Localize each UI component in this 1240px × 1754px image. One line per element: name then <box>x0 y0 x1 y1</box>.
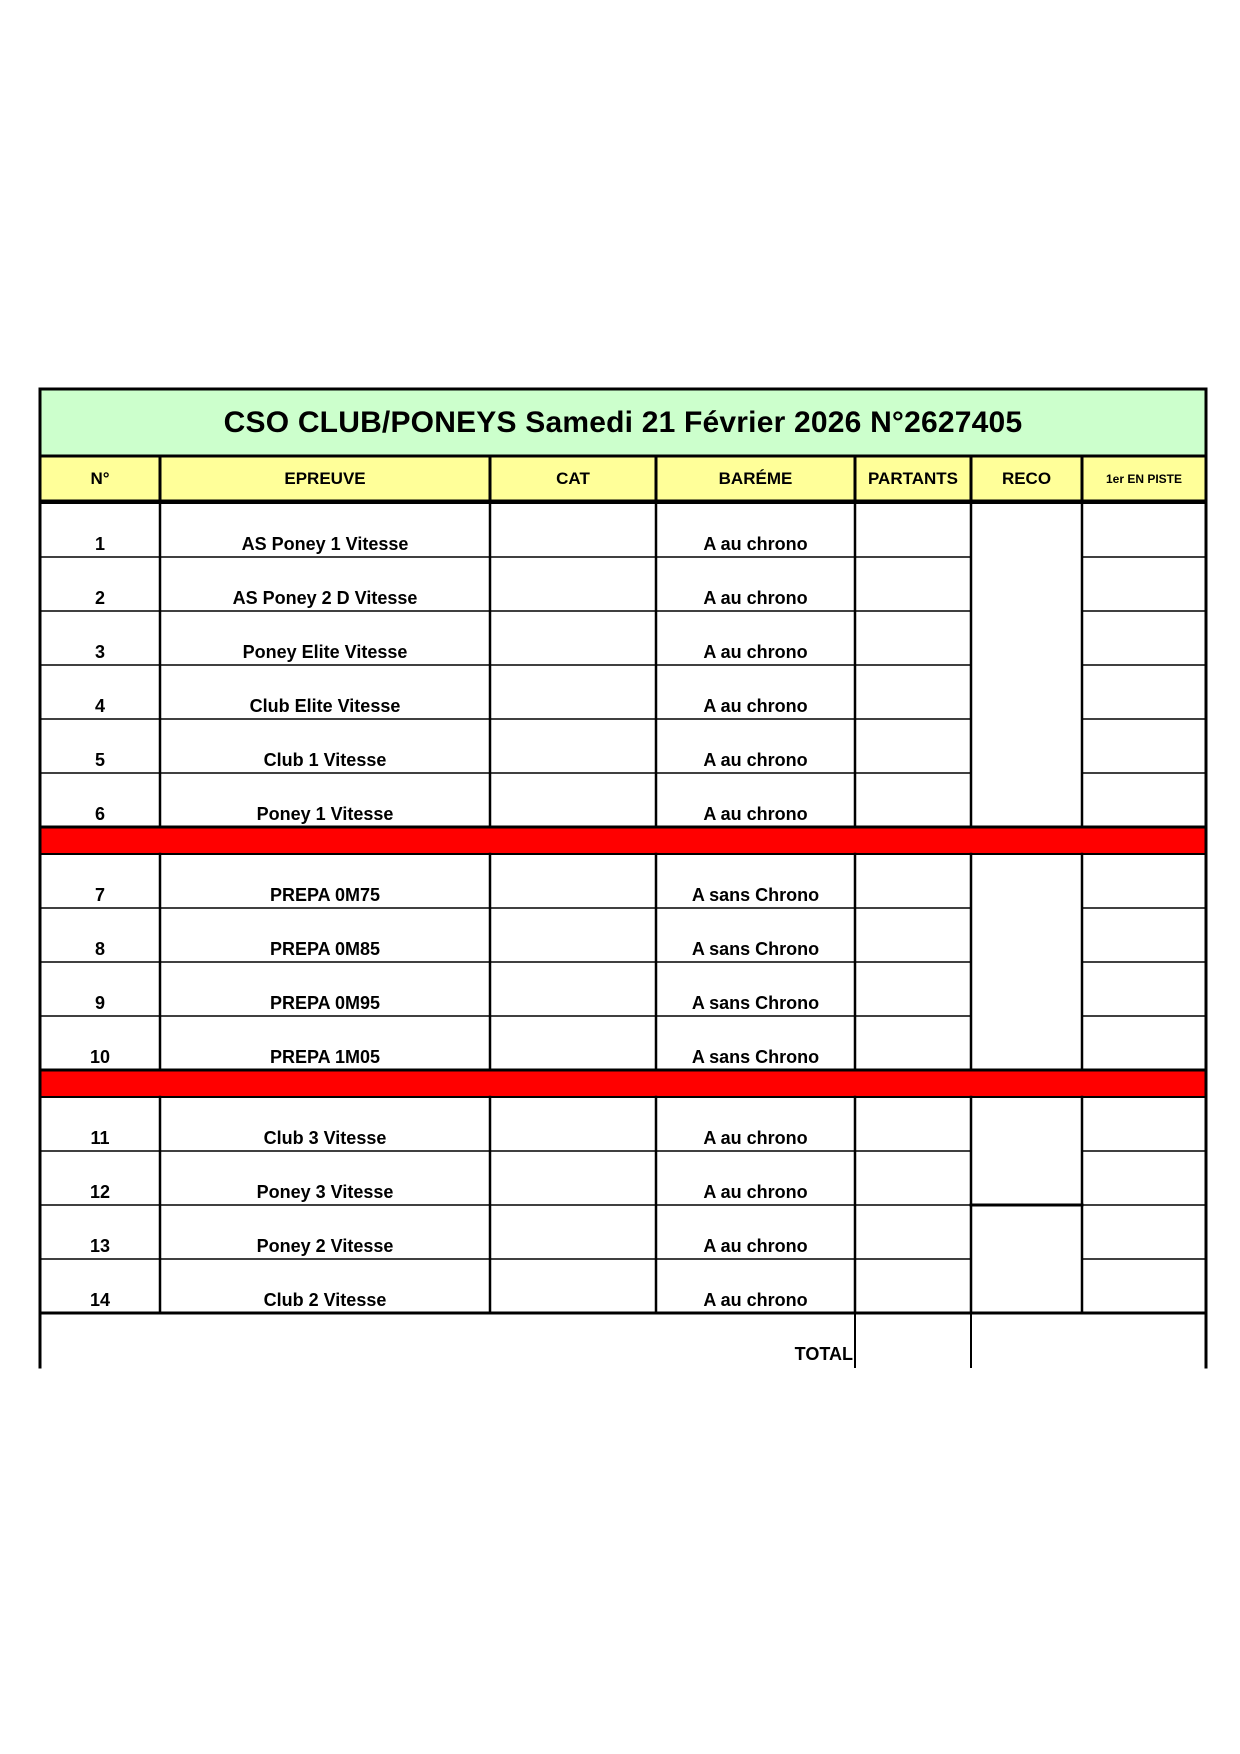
header-premier-en-piste: 1er EN PISTE <box>1105 471 1183 486</box>
row-partants <box>855 611 971 665</box>
row-cat <box>490 557 656 611</box>
row-premier-en-piste <box>1082 611 1206 665</box>
row-partants <box>855 665 971 719</box>
document-title: CSO CLUB/PONEYS Samedi 21 Février 2026 N°2627405 <box>223 405 1023 439</box>
row-bareme: A au chrono <box>703 1128 808 1148</box>
row-epreuve: PREPA 0M75 <box>269 885 381 905</box>
row-epreuve: AS Poney 1 Vitesse <box>241 534 409 554</box>
row-premier-en-piste <box>1082 854 1206 908</box>
row-cat <box>490 665 656 719</box>
row-bareme: A au chrono <box>703 750 808 770</box>
row-partants <box>855 503 971 557</box>
total-label: TOTAL <box>794 1344 853 1364</box>
row-bareme: A au chrono <box>703 1236 808 1256</box>
row-num: 12 <box>89 1182 111 1202</box>
row-premier-en-piste <box>1082 773 1206 827</box>
row-cat <box>490 1151 656 1205</box>
row-cat <box>490 1016 656 1070</box>
row-partants <box>855 854 971 908</box>
row-num: 6 <box>94 804 105 824</box>
row-epreuve: Club 3 Vitesse <box>263 1128 387 1148</box>
row-num: 8 <box>94 939 105 959</box>
row-epreuve: AS Poney 2 D Vitesse <box>232 588 418 608</box>
row-num: 7 <box>94 885 105 905</box>
row-cat <box>490 908 656 962</box>
row-cat <box>490 962 656 1016</box>
row-bareme: A sans Chrono <box>691 993 820 1013</box>
row-bareme: A au chrono <box>703 534 808 554</box>
row-num: 10 <box>89 1047 111 1067</box>
row-partants <box>855 1205 971 1259</box>
row-epreuve: PREPA 0M85 <box>269 939 381 959</box>
row-premier-en-piste <box>1082 1205 1206 1259</box>
row-epreuve: Club Elite Vitesse <box>249 696 401 716</box>
row-cat <box>490 719 656 773</box>
row-cat <box>490 854 656 908</box>
header-bareme: BARÉME <box>718 468 793 488</box>
row-epreuve: PREPA 1M05 <box>269 1047 381 1067</box>
row-bareme: A au chrono <box>703 804 808 824</box>
row-premier-en-piste <box>1082 1097 1206 1151</box>
row-partants <box>855 719 971 773</box>
row-bareme: A sans Chrono <box>691 939 820 959</box>
row-partants <box>855 1016 971 1070</box>
row-bareme: A au chrono <box>703 642 808 662</box>
header-num: N° <box>90 468 110 488</box>
row-cat <box>490 1205 656 1259</box>
row-partants <box>855 1097 971 1151</box>
row-cat <box>490 503 656 557</box>
row-partants <box>855 1151 971 1205</box>
row-epreuve: Poney 1 Vitesse <box>256 804 394 824</box>
row-partants <box>855 962 971 1016</box>
row-bareme: A au chrono <box>703 696 808 716</box>
row-num: 3 <box>94 642 105 662</box>
row-epreuve: PREPA 0M95 <box>269 993 381 1013</box>
row-premier-en-piste <box>1082 1259 1206 1313</box>
row-cat <box>490 1097 656 1151</box>
row-epreuve: Poney Elite Vitesse <box>242 642 408 662</box>
row-premier-en-piste <box>1082 908 1206 962</box>
row-num: 11 <box>90 1128 110 1148</box>
row-partants <box>855 557 971 611</box>
header-cat: CAT <box>556 468 590 488</box>
row-num: 1 <box>94 534 105 554</box>
row-epreuve: Club 2 Vitesse <box>263 1290 387 1310</box>
header-epreuve: EPREUVE <box>284 468 366 488</box>
row-premier-en-piste <box>1082 557 1206 611</box>
row-partants <box>855 908 971 962</box>
row-partants <box>855 1259 971 1313</box>
row-epreuve: Poney 2 Vitesse <box>256 1236 394 1256</box>
row-bareme: A sans Chrono <box>691 1047 820 1067</box>
row-num: 2 <box>94 588 105 608</box>
row-partants <box>855 773 971 827</box>
row-epreuve: Club 1 Vitesse <box>263 750 387 770</box>
row-num: 9 <box>94 993 105 1013</box>
row-num: 5 <box>94 750 105 770</box>
row-epreuve: Poney 3 Vitesse <box>256 1182 394 1202</box>
row-bareme: A sans Chrono <box>691 885 820 905</box>
row-premier-en-piste <box>1082 503 1206 557</box>
row-cat <box>490 773 656 827</box>
row-premier-en-piste <box>1082 665 1206 719</box>
header-partants: PARTANTS <box>867 468 959 488</box>
row-cat <box>490 611 656 665</box>
row-num: 4 <box>94 696 105 716</box>
row-premier-en-piste <box>1082 719 1206 773</box>
row-premier-en-piste <box>1082 1016 1206 1070</box>
row-bareme: A au chrono <box>703 588 808 608</box>
row-bareme: A au chrono <box>703 1290 808 1310</box>
header-reco: RECO <box>1001 468 1052 488</box>
row-num: 14 <box>89 1290 111 1310</box>
row-premier-en-piste <box>1082 962 1206 1016</box>
row-num: 13 <box>89 1236 111 1256</box>
row-bareme: A au chrono <box>703 1182 808 1202</box>
row-premier-en-piste <box>1082 1151 1206 1205</box>
row-cat <box>490 1259 656 1313</box>
